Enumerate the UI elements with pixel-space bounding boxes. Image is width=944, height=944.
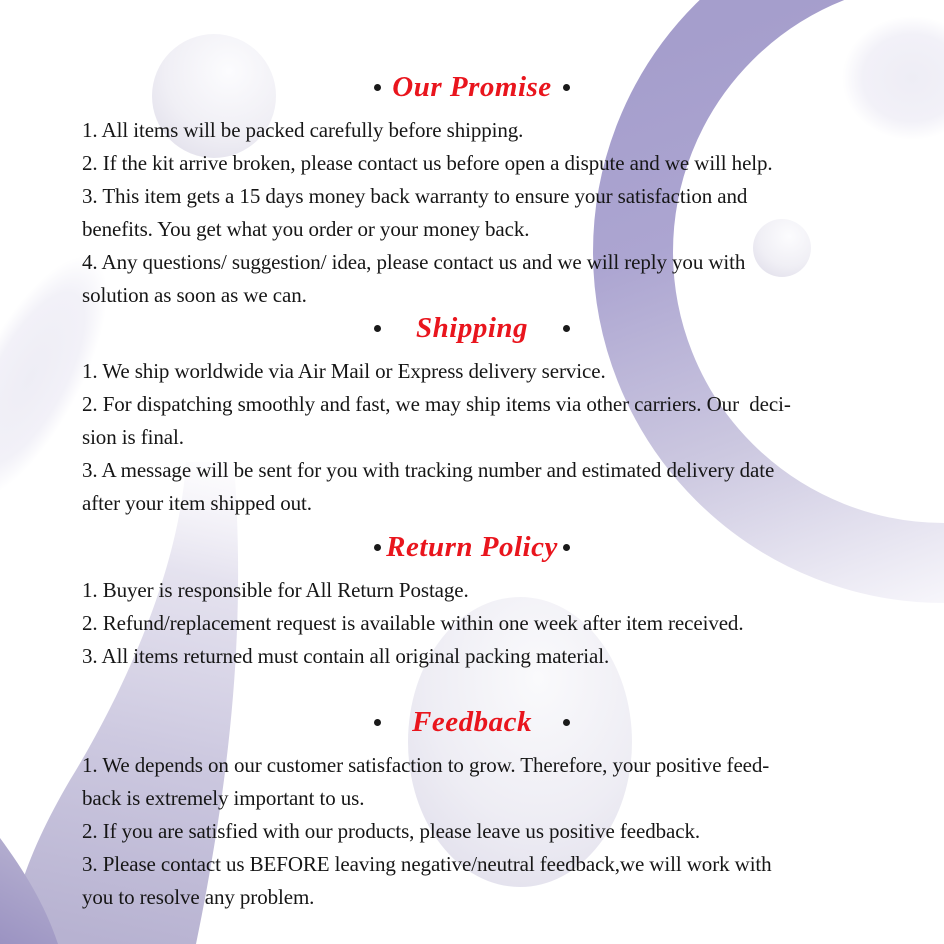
section-heading-shipping: Shipping bbox=[416, 312, 528, 344]
section-feedback bbox=[0, 705, 944, 914]
section-heading-our-promise: Our Promise bbox=[392, 71, 552, 103]
section-body-our-promise bbox=[0, 114, 944, 312]
body-line: 3. A message will be sent for you with tracking number and estimated delivery date bbox=[82, 458, 775, 482]
body-line: sion is final. bbox=[82, 425, 184, 449]
section-return-policy bbox=[0, 530, 944, 673]
body-line: you to resolve any problem. bbox=[82, 885, 315, 909]
heading-left-dot bbox=[374, 719, 381, 726]
heading-left-dot bbox=[374, 544, 381, 551]
heading-right-dot bbox=[563, 325, 570, 332]
heading-row-feedback bbox=[374, 705, 570, 739]
heading-row-return-policy bbox=[374, 530, 570, 564]
body-line: 3. This item gets a 15 days money back warranty to ensure your satisfaction and bbox=[82, 184, 748, 208]
body-line: 1. We depends on our customer satisfaction to grow. Therefore, your positive feed- bbox=[82, 753, 770, 777]
body-line: 3. Please contact us BEFORE leaving negative/neutral feedback,we will work with bbox=[82, 852, 772, 876]
heading-right-dot bbox=[563, 84, 570, 91]
body-line: 3. All items returned must contain all original packing material. bbox=[82, 644, 610, 668]
section-body-return-policy bbox=[0, 574, 944, 673]
heading-left-dot bbox=[374, 84, 381, 91]
heading-left-dot bbox=[374, 325, 381, 332]
heading-row-shipping bbox=[374, 311, 570, 345]
section-body-shipping bbox=[0, 355, 944, 520]
body-line: solution as soon as we can. bbox=[82, 283, 307, 307]
body-line: benefits. You get what you order or your money back. bbox=[82, 217, 530, 241]
body-line: back is extremely important to us. bbox=[82, 786, 365, 810]
body-line: 1. All items will be packed carefully before shipping. bbox=[82, 118, 524, 142]
section-our-promise bbox=[0, 70, 944, 312]
heading-row-our-promise bbox=[374, 70, 570, 104]
section-heading-feedback: Feedback bbox=[412, 706, 532, 738]
body-line: 1. We ship worldwide via Air Mail or Express delivery service. bbox=[82, 359, 606, 383]
body-line: 2. If the kit arrive broken, please contact us before open a dispute and we will help. bbox=[82, 151, 773, 175]
section-shipping bbox=[0, 311, 944, 520]
section-body-feedback bbox=[0, 749, 944, 914]
body-line: 2. Refund/replacement request is available within one week after item received. bbox=[82, 611, 744, 635]
body-line: 2. For dispatching smoothly and fast, we may ship items via other carriers. Our deci- bbox=[82, 392, 791, 416]
heading-right-dot bbox=[563, 719, 570, 726]
body-line: 2. If you are satisfied with our products, please leave us positive feedback. bbox=[82, 819, 701, 843]
body-line: 4. Any questions/ suggestion/ idea, please contact us and we will reply you with bbox=[82, 250, 746, 274]
body-line: after your item shipped out. bbox=[82, 491, 312, 515]
heading-right-dot bbox=[563, 544, 570, 551]
body-line: 1. Buyer is responsible for All Return Postage. bbox=[82, 578, 469, 602]
section-heading-return-policy: Return Policy bbox=[386, 531, 558, 563]
